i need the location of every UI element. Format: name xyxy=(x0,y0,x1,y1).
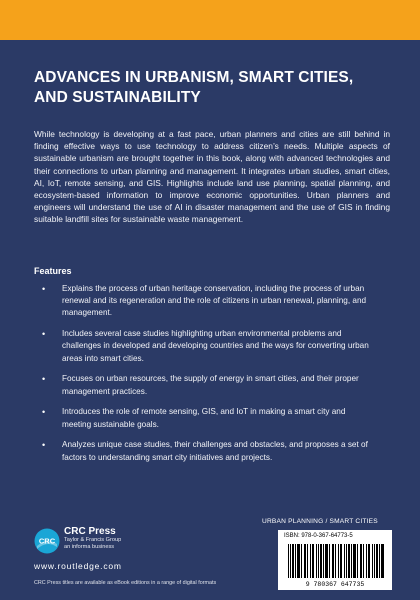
barcode-bar xyxy=(295,544,296,578)
top-color-band xyxy=(0,0,420,40)
barcode-bar xyxy=(340,544,342,578)
barcode-bar xyxy=(325,544,328,578)
barcode-bar xyxy=(329,544,330,578)
feature-item xyxy=(42,328,372,365)
barcode-bar xyxy=(357,544,358,578)
barcode-bar xyxy=(363,544,364,578)
feature-item xyxy=(42,283,372,320)
barcode-bar xyxy=(360,544,362,578)
bullet-icon: • xyxy=(42,284,46,294)
barcode-bar xyxy=(376,544,378,578)
feature-item xyxy=(42,373,372,397)
bullet-icon: • xyxy=(42,440,46,451)
barcode-bar xyxy=(320,544,322,578)
bullet-icon: • xyxy=(42,374,46,385)
website-link[interactable]: www.routledge.com xyxy=(34,561,122,571)
barcode-bar xyxy=(332,544,334,578)
barcode-bar xyxy=(338,544,339,578)
barcode-bar xyxy=(372,544,373,578)
barcode-box xyxy=(278,530,392,590)
features-list xyxy=(42,283,372,472)
feature-item xyxy=(42,439,372,463)
barcode-bar xyxy=(312,544,314,578)
barcode-bar xyxy=(318,544,319,578)
barcode-bar xyxy=(366,544,367,578)
barcode-digits: 9 780367 647735 xyxy=(305,581,365,588)
barcode-bar xyxy=(348,544,350,578)
feature-text: Explains the process of urban heritage conservation, including the process of urban renewal and its regeneration and the role of citizens in urban renewal, planning, and management. xyxy=(62,284,367,318)
feature-text: Includes several case studies highlighting urban environmental problems and challenges in developed and developing countries and the ways for converting urban areas into smart cities. xyxy=(62,329,369,363)
barcode-bar xyxy=(351,544,352,578)
book-title-line-2: AND SUSTAINABILITY xyxy=(34,89,201,106)
barcode-bar xyxy=(288,544,289,578)
logo-text: CRC xyxy=(38,536,56,546)
book-description: While technology is developing at a fast pace, urban planners and cities are still behind in finding effective ways to use technology to address citizen’s needs. Multiple aspects of sustainable urbanism are brought together in this book, along with advanced technologies and their connections to urban planning and management. It integrates urban studies, smart cities, AI, IoT, remote sensing, and GIS. Highlights include land use planning, spatial planning, and ecosystem-based information to improve economic opportunities. Urban planners and engineers will understand the use of AI in disaster management and the use of GIS in finding suitable landfill sites for sustainable waste management. xyxy=(34,129,390,225)
barcode-bar xyxy=(316,544,317,578)
barcode-bar xyxy=(379,544,380,578)
feature-text: Analyzes unique case studies, their challenges and obstacles, and proposes a set of factors to understanding smart city initiatives and projects. xyxy=(62,440,368,462)
barcode-bar xyxy=(374,544,375,578)
publisher-business: an informa business xyxy=(64,544,115,550)
barcode-bar xyxy=(307,544,308,578)
isbn-text: ISBN: 978-0-367-64773-5 xyxy=(284,533,353,539)
barcode-bar xyxy=(381,544,384,578)
book-title-line-1: ADVANCES IN URBANISM, SMART CITIES, xyxy=(34,69,354,86)
bullet-icon: • xyxy=(42,329,46,340)
bullet-icon: • xyxy=(42,407,46,418)
barcode-bar xyxy=(353,544,356,578)
barcode-bar xyxy=(310,544,311,578)
book-title xyxy=(34,68,394,108)
ebook-note: CRC Press titles are available as eBook editions in a range of digital formats xyxy=(34,580,217,586)
barcode-bar xyxy=(335,544,336,578)
barcode-bar xyxy=(344,544,345,578)
barcode-bar xyxy=(346,544,347,578)
barcode-icon xyxy=(282,542,388,588)
crc-press-logo-icon xyxy=(34,528,60,554)
barcode-bar xyxy=(368,544,370,578)
barcode-bar xyxy=(323,544,324,578)
barcode-bar xyxy=(301,544,302,578)
feature-item xyxy=(42,406,372,430)
subject-category: URBAN PLANNING / SMART CITIES xyxy=(262,518,378,525)
feature-text: Introduces the role of remote sensing, GIS, and IoT in making a smart city and meeting sustainable goals. xyxy=(62,407,346,429)
features-heading: Features xyxy=(34,266,72,276)
publisher-group: Taylor & Francis Group xyxy=(64,537,122,543)
feature-text: Focuses on urban resources, the supply of energy in smart cities, and their proper management practices. xyxy=(62,374,359,396)
barcode-bar xyxy=(290,544,291,578)
publisher-name: CRC Press xyxy=(64,526,116,537)
publisher-block xyxy=(64,526,121,551)
barcode-bar xyxy=(292,544,294,578)
barcode-bar xyxy=(297,544,300,578)
barcode-bar xyxy=(304,544,306,578)
